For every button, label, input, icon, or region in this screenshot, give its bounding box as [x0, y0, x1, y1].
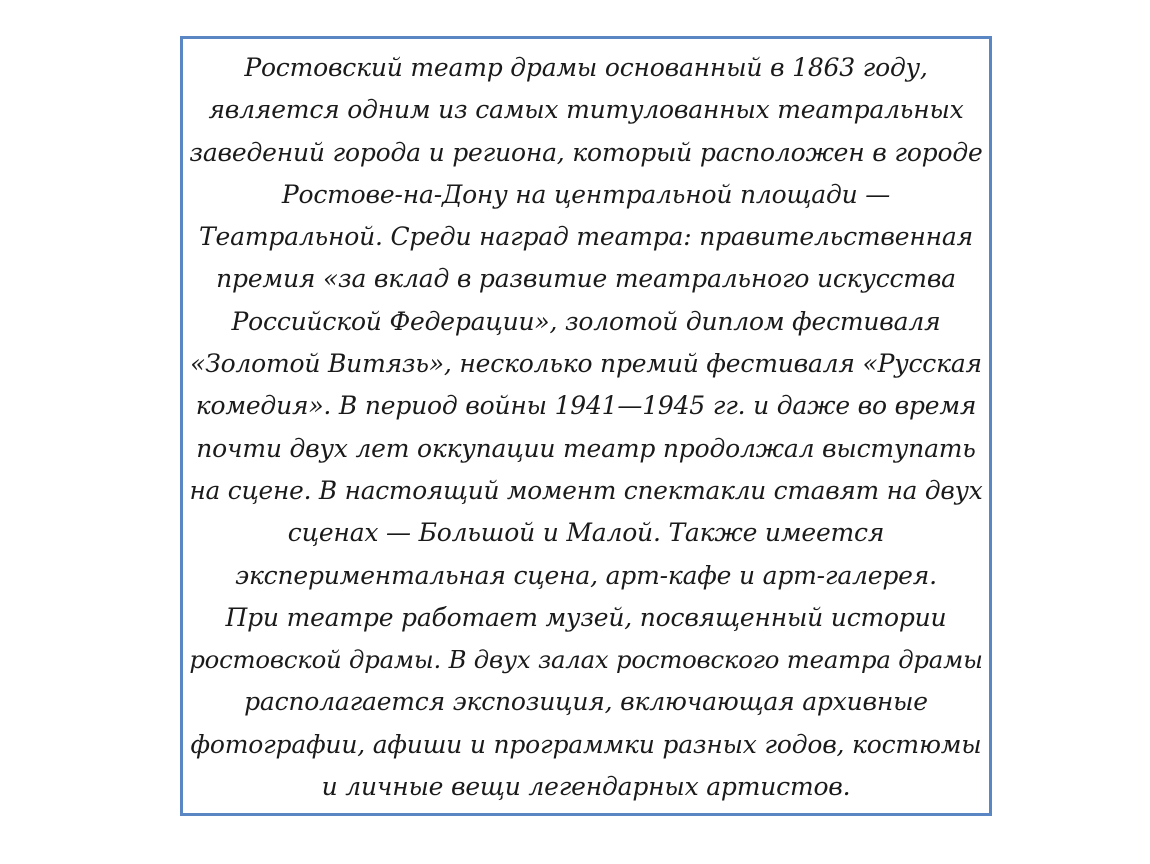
text-line-4: Ростове-на-Дону на центральной площади — — [281, 179, 891, 209]
text-line-2: является одним из самых титулованных театральных — [208, 95, 964, 125]
text-line-5: Театральной. Среди наград театра: правительственная — [199, 222, 973, 252]
text-line-9: комедия». В период войны 1941—1945 гг. и даже во время — [195, 391, 977, 421]
text-box — [180, 36, 992, 816]
text-line-3: заведений города и региона, который расположен в городе — [189, 137, 983, 167]
text-line-11: на сцене. В настоящий момент спектакли ставят на двух — [189, 475, 983, 505]
text-line-10: почти двух лет оккупации театр продолжал выступать — [196, 433, 976, 463]
text-line-8: «Золотой Витязь», несколько премий фестиваля «Русская — [190, 349, 982, 379]
text-line-17: фотографии, афиши и программки разных годов, костюмы — [190, 729, 982, 759]
text-line-12: сценах — Большой и Малой. Также имеется — [287, 518, 885, 548]
text-line-13: экспериментальная сцена, арт-кафе и арт-галерея. — [235, 560, 937, 590]
text-line-18: и личные вещи легендарных артистов. — [321, 772, 851, 802]
text-line-6: премия «за вклад в развитие театрального искусства — [216, 264, 956, 294]
text-line-7: Российской Федерации», золотой диплом фестиваля — [231, 306, 941, 336]
text-line-14: При театре работает музей, посвященный истории — [225, 602, 947, 632]
text-line-15: ростовской драмы. В двух залах ростовского театра драмы — [189, 645, 983, 675]
text-line-16: располагается экспозиция, включающая архивные — [244, 687, 928, 717]
text-line-1: Ростовский театр драмы основанный в 1863 году, — [244, 53, 928, 82]
